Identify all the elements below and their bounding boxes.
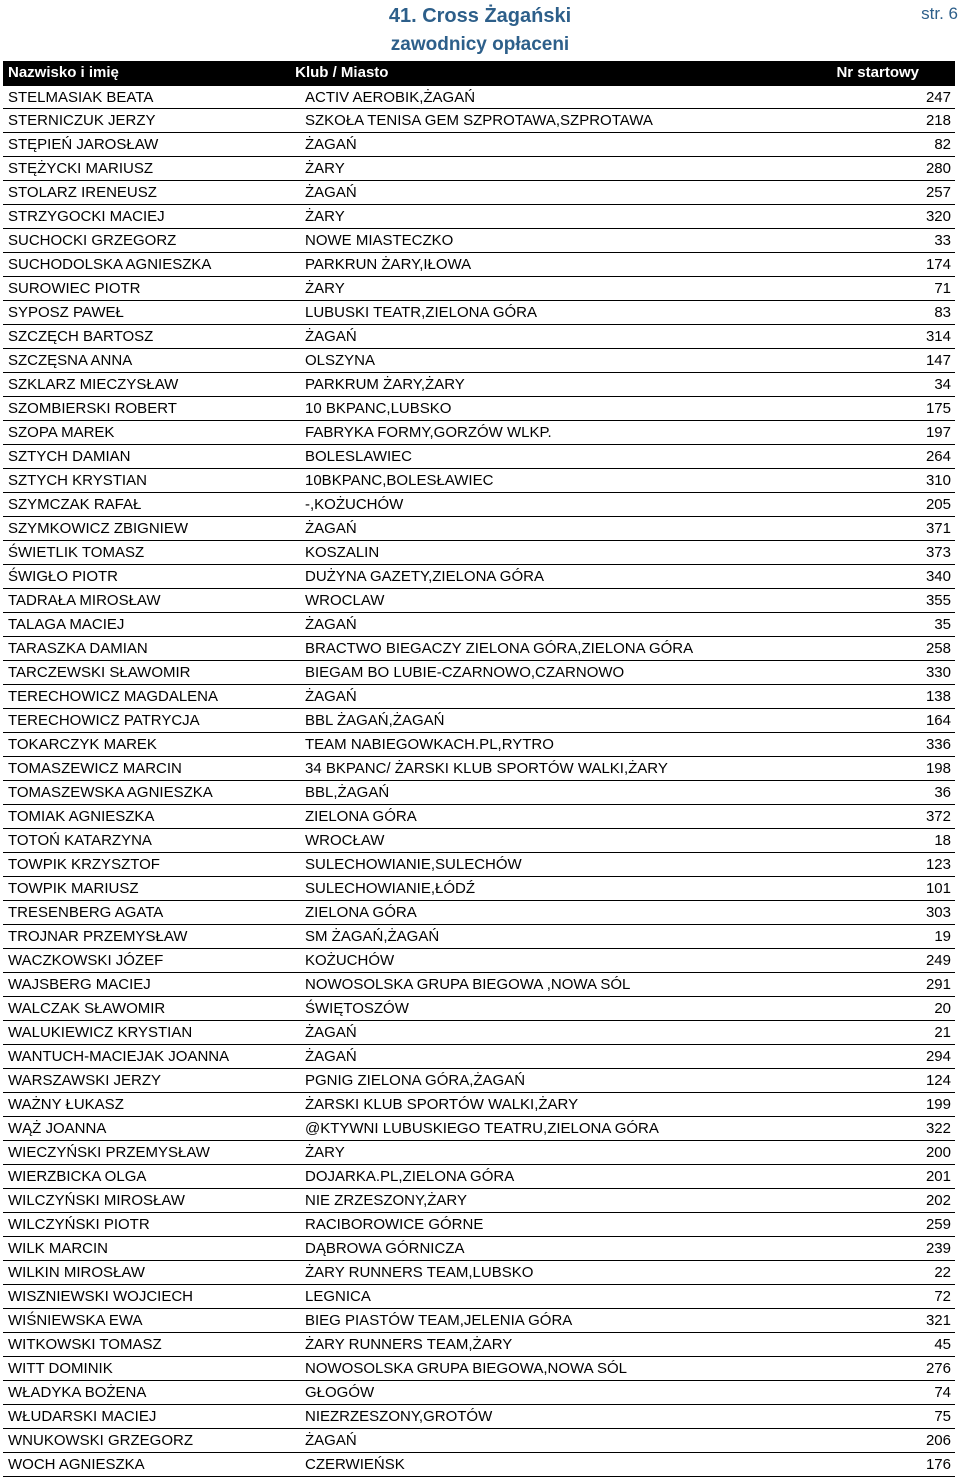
participant-club: ŻARY [305, 160, 345, 177]
table-row [3, 445, 955, 469]
table-row [3, 757, 955, 781]
participant-number: 21 [934, 1024, 951, 1041]
participant-name: TOWPIK MARIUSZ [8, 880, 139, 897]
participant-number: 336 [925, 736, 951, 753]
participant-club: PARKRUN ŻARY,IŁOWA [305, 256, 472, 273]
participant-name: TERECHOWICZ MAGDALENA [8, 688, 219, 705]
table-row [3, 1069, 955, 1093]
participant-name: WIERZBICKA OLGA [8, 1168, 147, 1185]
table-body [3, 85, 955, 1477]
participant-club: NIE ZRZESZONY,ŻARY [305, 1192, 467, 1209]
participant-number: 371 [925, 520, 951, 537]
participant-number: 322 [925, 1120, 951, 1137]
participant-club: ŻAGAŃ [305, 328, 357, 345]
participant-club: BBL ŻAGAŃ,ŻAGAŃ [305, 712, 445, 729]
participant-number: 198 [925, 760, 951, 777]
participant-name: STRZYGOCKI MACIEJ [8, 208, 165, 225]
table-row [3, 1141, 955, 1165]
participant-number: 36 [934, 784, 951, 801]
participant-number: 249 [925, 952, 951, 969]
participant-number: 218 [925, 112, 951, 129]
participant-club: BOLESLAWIEC [305, 448, 412, 465]
table-row [3, 1189, 955, 1213]
table-row [3, 493, 955, 517]
page-title: 41. Cross Żagański [388, 5, 572, 27]
participant-club: ŻARY [305, 1144, 345, 1161]
participant-number: 373 [925, 544, 951, 561]
participant-club: PARKRUM ŻARY,ŻARY [305, 376, 465, 393]
participant-name: TOKARCZYK MAREK [8, 736, 157, 753]
participant-number: 291 [925, 976, 951, 993]
participant-number: 147 [925, 352, 951, 369]
participant-number: 35 [934, 616, 951, 633]
table-row [3, 1021, 955, 1045]
participant-club: ŻARY RUNNERS TEAM,LUBSKO [305, 1264, 534, 1281]
table-row [3, 829, 955, 853]
participant-club: BBL,ŻAGAŃ [305, 784, 390, 801]
participant-number: 71 [934, 280, 951, 297]
participant-club: ŻAGAŃ [305, 1048, 357, 1065]
participant-name: STERNICZUK JERZY [8, 112, 156, 129]
participant-number: 372 [925, 808, 951, 825]
participant-name: TOMIAK AGNIESZKA [8, 808, 155, 825]
participant-club: -,KOŻUCHÓW [305, 496, 404, 513]
participant-name: TOWPIK KRZYSZTOF [8, 856, 160, 873]
table-row [3, 1309, 955, 1333]
table-row [3, 1261, 955, 1285]
participant-club: LEGNICA [305, 1288, 371, 1305]
participant-club: @KTYWNI LUBUSKIEGO TEATRU,ZIELONA GÓRA [305, 1120, 659, 1137]
table-row [3, 229, 955, 253]
participant-club: ŚWIĘTOSZÓW [305, 1000, 409, 1017]
participant-club: TEAM NABIEGOWKACH.PL,RYTRO [305, 736, 554, 753]
participant-number: 82 [934, 136, 951, 153]
participant-club: SULECHOWIANIE,ŁÓDŹ [305, 880, 476, 897]
participant-number: 355 [925, 592, 951, 609]
table-row [3, 925, 955, 949]
participant-name: WARSZAWSKI JERZY [8, 1072, 162, 1089]
participant-club: BRACTWO BIEGACZY ZIELONA GÓRA,ZIELONA GÓRA [305, 640, 694, 657]
participant-club: BIEGAM BO LUBIE-CZARNOWO,CZARNOWO [305, 664, 625, 681]
participant-name: WILCZYŃSKI PIOTR [8, 1216, 150, 1233]
table-row [3, 781, 955, 805]
participant-club: KOSZALIN [305, 544, 380, 561]
participant-name: WAŻNY ŁUKASZ [8, 1096, 124, 1113]
participant-number: 176 [925, 1456, 951, 1473]
participant-club: ŻARY [305, 208, 345, 225]
table-row [3, 805, 955, 829]
table-row [3, 181, 955, 205]
participant-number: 33 [934, 232, 951, 249]
participant-number: 202 [925, 1192, 951, 1209]
participant-number: 206 [925, 1432, 951, 1449]
participant-club: 10BKPANC,BOLESŁAWIEC [305, 472, 494, 489]
participant-name: TALAGA MACIEJ [8, 616, 125, 633]
participant-name: TARASZKA DAMIAN [8, 640, 148, 657]
table-row [3, 1117, 955, 1141]
participant-name: STĘPIEŃ JAROSŁAW [8, 136, 159, 153]
participant-number: 18 [934, 832, 951, 849]
participant-club: ŻARY [305, 280, 345, 297]
table-row [3, 1045, 955, 1069]
participant-club: GŁOGÓW [305, 1384, 375, 1401]
participant-club: SM ŻAGAŃ,ŻAGAŃ [305, 928, 440, 945]
participant-club: ZIELONA GÓRA [305, 904, 417, 921]
participant-name: WŁUDARSKI MACIEJ [8, 1408, 157, 1425]
participant-club: ŻAGAŃ [305, 688, 357, 705]
participant-number: 123 [925, 856, 951, 873]
participant-name: SUCHOCKI GRZEGORZ [8, 232, 177, 249]
participant-name: WAJSBERG MACIEJ [8, 976, 151, 993]
participant-club: ŻAGAŃ [305, 184, 357, 201]
table-row [3, 565, 955, 589]
table-row [3, 637, 955, 661]
participant-name: TARCZEWSKI SŁAWOMIR [8, 664, 191, 681]
table-row [3, 661, 955, 685]
table-row [3, 1429, 955, 1453]
participant-number: 34 [934, 376, 951, 393]
table-row [3, 205, 955, 229]
participant-name: SUROWIEC PIOTR [8, 280, 141, 297]
participant-number: 340 [925, 568, 951, 585]
participant-name: SZOMBIERSKI ROBERT [8, 400, 177, 417]
participant-name: SUCHODOLSKA AGNIESZKA [8, 256, 212, 273]
participants-table [3, 61, 955, 1477]
participant-club: KOŻUCHÓW [305, 952, 395, 969]
participant-name: WALUKIEWICZ KRYSTIAN [8, 1024, 193, 1041]
participant-name: SZCZĘCH BARTOSZ [8, 328, 154, 345]
table-row [3, 685, 955, 709]
table-row [3, 1093, 955, 1117]
participant-number: 239 [925, 1240, 951, 1257]
table-row [3, 277, 955, 301]
header-club: Klub / Miasto [295, 64, 389, 81]
table-row [3, 901, 955, 925]
participant-club: RACIBOROWICE GÓRNE [305, 1216, 484, 1233]
table-row [3, 1453, 955, 1477]
participant-club: DĄBROWA GÓRNICZA [305, 1240, 465, 1257]
table-row [3, 1333, 955, 1357]
participant-club: ŻAGAŃ [305, 1024, 357, 1041]
participant-club: DOJARKA.PL,ZIELONA GÓRA [305, 1168, 515, 1185]
participant-club: NIEZRZESZONY,GROTÓW [305, 1408, 493, 1425]
table-row [3, 469, 955, 493]
table-row [3, 421, 955, 445]
participant-name: WITT DOMINIK [8, 1360, 113, 1377]
participant-club: ACTIV AEROBIK,ŻAGAŃ [305, 89, 476, 106]
participant-name: WNUKOWSKI GRZEGORZ [8, 1432, 193, 1449]
participant-name: WŁADYKA BOŻENA [8, 1384, 147, 1401]
participant-name: TADRAŁA MIROSŁAW [8, 592, 161, 609]
participant-number: 259 [925, 1216, 951, 1233]
participant-name: WIECZYŃSKI PRZEMYSŁAW [8, 1144, 210, 1161]
participant-club: ŻAGAŃ [305, 136, 357, 153]
participant-number: 124 [925, 1072, 951, 1089]
participant-club: BIEG PIASTÓW TEAM,JELENIA GÓRA [305, 1312, 573, 1329]
participant-number: 20 [934, 1000, 951, 1017]
table-row [3, 589, 955, 613]
participant-name: WILK MARCIN [8, 1240, 109, 1257]
participant-club: SZKOŁA TENISA GEM SZPROTAWA,SZPROTAWA [305, 112, 653, 129]
participant-name: STELMASIAK BEATA [8, 89, 154, 106]
participant-number: 197 [925, 424, 951, 441]
table-row [3, 301, 955, 325]
participant-club: FABRYKA FORMY,GORZÓW WLKP. [305, 424, 552, 441]
participant-club: LUBUSKI TEATR,ZIELONA GÓRA [305, 304, 538, 321]
participant-club: PGNIG ZIELONA GÓRA,ŻAGAŃ [305, 1072, 526, 1089]
participant-number: 303 [925, 904, 951, 921]
table-row [3, 349, 955, 373]
table-row [3, 325, 955, 349]
participant-club: ZIELONA GÓRA [305, 808, 417, 825]
participant-number: 310 [925, 472, 951, 489]
table-row [3, 541, 955, 565]
participant-number: 264 [925, 448, 951, 465]
table-row [3, 997, 955, 1021]
participant-number: 200 [925, 1144, 951, 1161]
participant-number: 175 [925, 400, 951, 417]
participant-number: 138 [925, 688, 951, 705]
participant-name: WANTUCH-MACIEJAK JOANNA [8, 1048, 230, 1065]
participant-number: 19 [934, 928, 951, 945]
participant-name: SZTYCH DAMIAN [8, 448, 131, 465]
participant-name: WACZKOWSKI JÓZEF [8, 952, 164, 969]
participant-name: SYPOSZ PAWEŁ [8, 304, 124, 321]
participant-number: 205 [925, 496, 951, 513]
participant-club: DUŻYNA GAZETY,ZIELONA GÓRA [305, 568, 544, 585]
participant-number: 74 [934, 1384, 951, 1401]
table-row [3, 949, 955, 973]
table-row [3, 1405, 955, 1429]
participant-number: 314 [925, 328, 951, 345]
table-row [3, 253, 955, 277]
participant-number: 276 [925, 1360, 951, 1377]
participant-name: TERECHOWICZ PATRYCJA [8, 712, 200, 729]
participant-name: WITKOWSKI TOMASZ [8, 1336, 162, 1353]
table-row [3, 1285, 955, 1309]
participant-name: TROJNAR PRZEMYSŁAW [8, 928, 188, 945]
participant-club: 10 BKPANC,LUBSKO [305, 400, 452, 417]
header-nr: Nr startowy [836, 64, 919, 81]
participant-name: WALCZAK SŁAWOMIR [8, 1000, 166, 1017]
participant-name: SZCZĘSNA ANNA [8, 352, 133, 369]
participant-number: 164 [925, 712, 951, 729]
table-header [3, 61, 955, 85]
participant-number: 101 [925, 880, 951, 897]
participant-name: WĄŻ JOANNA [8, 1120, 107, 1137]
page-number: str. 6 [921, 4, 958, 23]
participant-name: WOCH AGNIESZKA [8, 1456, 145, 1473]
participant-name: TOMASZEWSKA AGNIESZKA [8, 784, 213, 801]
participant-number: 22 [934, 1264, 951, 1281]
table-row [3, 133, 955, 157]
table-row [3, 1213, 955, 1237]
participant-number: 294 [925, 1048, 951, 1065]
participant-club: WROCLAW [305, 592, 385, 609]
participant-name: ŚWIGŁO PIOTR [8, 568, 119, 585]
participant-number: 247 [925, 89, 951, 106]
participant-club: ŻAGAŃ [305, 1432, 357, 1449]
table-row [3, 973, 955, 997]
participant-club: SULECHOWIANIE,SULECHÓW [305, 856, 522, 873]
participant-number: 199 [925, 1096, 951, 1113]
participant-number: 330 [925, 664, 951, 681]
table-row [3, 1237, 955, 1261]
page-subtitle: zawodnicy opłaceni [390, 34, 570, 55]
participant-number: 72 [934, 1288, 951, 1305]
participant-name: SZTYCH KRYSTIAN [8, 472, 147, 489]
participant-name: SZKLARZ MIECZYSŁAW [8, 376, 179, 393]
participant-name: WIŚNIEWSKA EWA [8, 1312, 143, 1329]
participant-club: OLSZYNA [305, 352, 376, 369]
participant-number: 201 [925, 1168, 951, 1185]
participant-club: ŻAGAŃ [305, 520, 357, 537]
participant-number: 257 [925, 184, 951, 201]
participant-number: 321 [925, 1312, 951, 1329]
participant-club: ŻAGAŃ [305, 616, 357, 633]
participant-number: 280 [925, 160, 951, 177]
participant-name: WILKIN MIROSŁAW [8, 1264, 145, 1281]
participant-name: TRESENBERG AGATA [8, 904, 164, 921]
participant-number: 75 [934, 1408, 951, 1425]
table-row [3, 1381, 955, 1405]
participant-number: 174 [925, 256, 951, 273]
table-row [3, 517, 955, 541]
participant-name: SZOPA MAREK [8, 424, 115, 441]
table-row [3, 1165, 955, 1189]
participant-name: STOLARZ IRENEUSZ [8, 184, 157, 201]
participant-number: 45 [934, 1336, 951, 1353]
table-row [3, 109, 955, 133]
table-row [3, 613, 955, 637]
table-row [3, 85, 955, 109]
participant-name: TOMASZEWICZ MARCIN [8, 760, 182, 777]
participant-number: 83 [934, 304, 951, 321]
participant-name: STĘŻYCKI MARIUSZ [8, 160, 154, 177]
participant-number: 320 [925, 208, 951, 225]
table-row [3, 1357, 955, 1381]
header-name: Nazwisko i imię [8, 64, 119, 81]
table-row [3, 877, 955, 901]
participant-name: WILCZYŃSKI MIROSŁAW [8, 1192, 185, 1209]
table-row [3, 709, 955, 733]
participant-name: TOTOŃ KATARZYNA [8, 832, 152, 849]
table-row [3, 157, 955, 181]
participant-club: ŻARY RUNNERS TEAM,ŻARY [305, 1336, 513, 1353]
participant-club: NOWE MIASTECZKO [305, 232, 454, 249]
participant-club: WROCŁAW [305, 832, 385, 849]
participant-name: SZYMKOWICZ ZBIGNIEW [8, 520, 188, 537]
participant-club: CZERWIEŃSK [305, 1456, 405, 1473]
table-row [3, 373, 955, 397]
participant-club: NOWOSOLSKA GRUPA BIEGOWA ,NOWA SÓL [305, 976, 631, 993]
table-row [3, 397, 955, 421]
participant-name: WISZNIEWSKI WOJCIECH [8, 1288, 193, 1305]
participant-name: ŚWIETLIK TOMASZ [8, 544, 145, 561]
participant-number: 258 [925, 640, 951, 657]
table-row [3, 733, 955, 757]
participant-club: ŻARSKI KLUB SPORTÓW WALKI,ŻARY [305, 1096, 579, 1113]
participant-club: 34 BKPANC/ ŻARSKI KLUB SPORTÓW WALKI,ŻARY [305, 760, 668, 777]
participant-name: SZYMCZAK RAFAŁ [8, 496, 142, 513]
table-row [3, 853, 955, 877]
participant-club: NOWOSOLSKA GRUPA BIEGOWA,NOWA SÓL [305, 1360, 628, 1377]
